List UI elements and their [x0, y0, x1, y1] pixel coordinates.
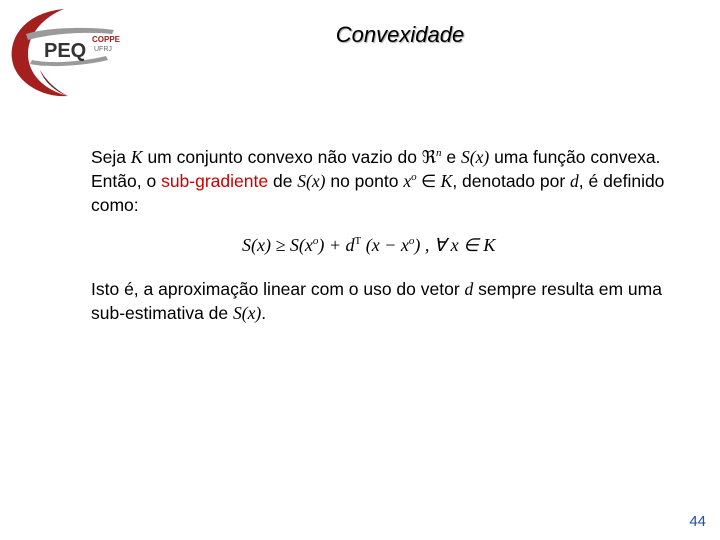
slide-title: Convexidade: [335, 22, 465, 47]
subgradient-formula: $S(x) \ge S(x^o) + d^T$ $(x - x^o)$ , ∀ x ∈ K: [242, 235, 496, 255]
page-number: 44: [689, 513, 706, 530]
peq-coppe-logo: [4, 4, 134, 99]
slide-content: [91, 145, 691, 325]
interpretation-paragraph: Isto é, a aproximação linear com o uso do vetor d sempre resulta em uma sub-estimativa de S(x).: [91, 279, 662, 323]
logo-peq-text: PEQ: [44, 40, 87, 62]
logo-ufrj-text: UFRJ: [94, 46, 112, 53]
sub-gradient-highlight: sub-gradiente: [161, 171, 269, 191]
definition-paragraph: Seja K um conjunto convexo não vazio do ℜ$^n$ e S(x) uma função convexa. Então, o sub-gradiente de S(x) no ponto $x^o$ ∈ K, denotado por d, é definido como:: [91, 147, 665, 215]
logo-coppe-text: COPPE: [92, 35, 121, 44]
